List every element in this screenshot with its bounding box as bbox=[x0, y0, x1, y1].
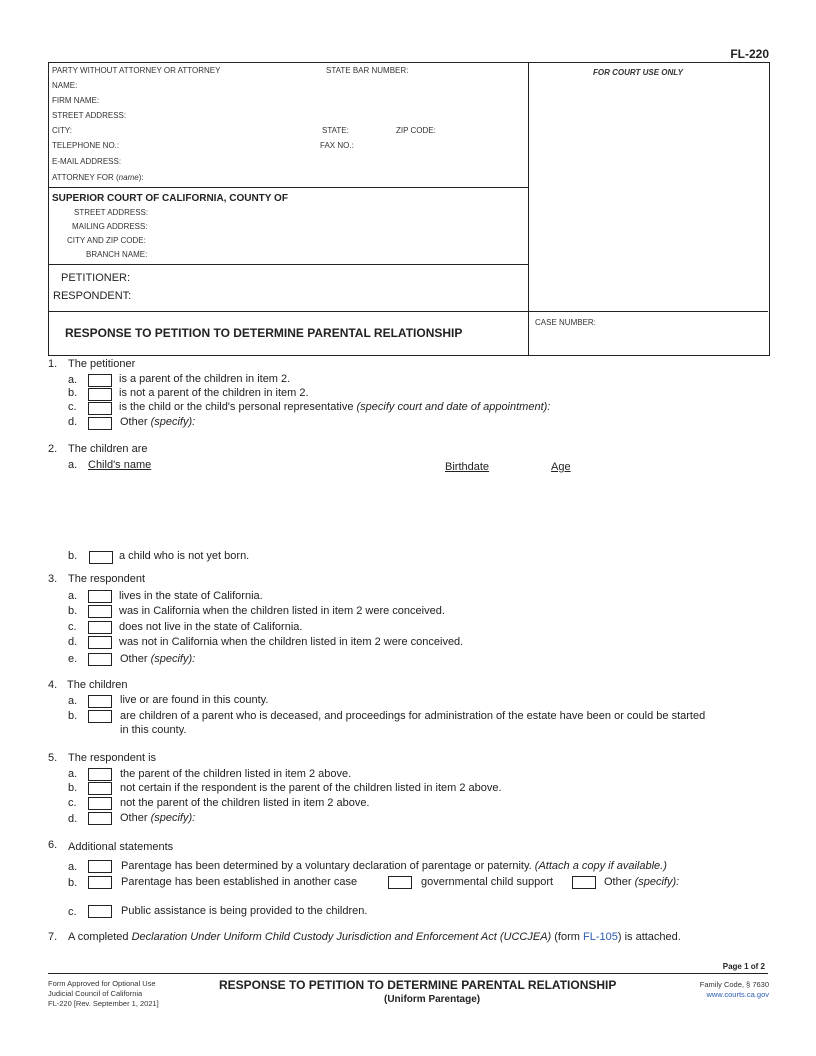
checkbox-3d[interactable] bbox=[88, 636, 112, 649]
court-use-label: FOR COURT USE ONLY bbox=[593, 68, 683, 77]
item-1-number: 1. bbox=[48, 358, 58, 370]
item-letter: a. bbox=[68, 590, 78, 602]
divider bbox=[48, 187, 528, 188]
item-2-label: The children are bbox=[68, 443, 148, 455]
item-letter: e. bbox=[68, 653, 78, 665]
item-2b-text: a child who is not yet born. bbox=[119, 550, 250, 562]
item-4-label: The children bbox=[67, 679, 128, 691]
item-4b-text-line2: in this county. bbox=[120, 724, 187, 736]
item-6c-text: Public assistance is being provided to the children. bbox=[121, 905, 368, 917]
item-letter: b. bbox=[68, 550, 78, 562]
item-6a-text: Parentage has been determined by a voluntary declaration of parentage or paternity. (Attach a copy if available.) bbox=[121, 860, 667, 872]
state-label: STATE: bbox=[322, 126, 349, 135]
fl-105-link[interactable]: FL-105 bbox=[583, 931, 618, 943]
item-letter: c. bbox=[68, 797, 77, 809]
item-letter: a. bbox=[68, 374, 78, 386]
item-letter: d. bbox=[68, 813, 78, 825]
item-7-number: 7. bbox=[48, 931, 58, 943]
item-5-number: 5. bbox=[48, 752, 58, 764]
age-header: Age bbox=[551, 461, 571, 473]
item-1b-text: is not a parent of the children in item 2. bbox=[119, 387, 309, 399]
item-4a-text: live or are found in this county. bbox=[120, 694, 269, 706]
petitioner-label: PETITIONER: bbox=[61, 272, 131, 284]
court-street-label: STREET ADDRESS: bbox=[74, 208, 149, 217]
item-1c-text: is the child or the child's personal representative (specify court and date of appointment): bbox=[119, 401, 551, 413]
party-label: PARTY WITHOUT ATTORNEY OR ATTORNEY bbox=[52, 66, 221, 75]
item-letter: a. bbox=[68, 695, 78, 707]
checkbox-1a[interactable] bbox=[88, 374, 112, 387]
item-4-number: 4. bbox=[48, 679, 58, 691]
item-2-number: 2. bbox=[48, 443, 58, 455]
zip-label: ZIP CODE: bbox=[396, 126, 436, 135]
checkbox-5b[interactable] bbox=[88, 782, 112, 795]
item-3b-text: was in California when the children listed in item 2 were conceived. bbox=[119, 605, 445, 617]
checkbox-5d[interactable] bbox=[88, 812, 112, 825]
item-3-number: 3. bbox=[48, 573, 58, 585]
item-letter: b. bbox=[68, 710, 78, 722]
court-city-label: CITY AND ZIP CODE: bbox=[67, 236, 146, 245]
item-6-number: 6. bbox=[48, 839, 58, 851]
email-label: E-MAIL ADDRESS: bbox=[52, 157, 122, 166]
item-5c-text: not the parent of the children listed in item 2 above. bbox=[120, 797, 370, 809]
bar-label: STATE BAR NUMBER: bbox=[326, 66, 409, 75]
item-letter: b. bbox=[68, 782, 78, 794]
footer-rule bbox=[48, 973, 768, 974]
checkbox-6a[interactable] bbox=[88, 860, 112, 873]
birthdate-header: Birthdate bbox=[445, 461, 490, 473]
court-branch-label: BRANCH NAME: bbox=[86, 250, 148, 259]
childs-name-header: Child's name bbox=[88, 459, 152, 471]
checkbox-3c[interactable] bbox=[88, 621, 112, 634]
item-7-text: A completed Declaration Under Uniform Child Custody Jurisdiction and Enforcement Act (UCCJEA) (form FL-105) is attached. bbox=[68, 931, 681, 943]
item-letter: a. bbox=[68, 861, 78, 873]
item-letter: c. bbox=[68, 401, 77, 413]
footer-code: Family Code, § 7630 bbox=[699, 980, 769, 989]
fax-label: FAX NO.: bbox=[320, 141, 354, 150]
item-3e-text: Other (specify): bbox=[120, 653, 196, 665]
item-letter: d. bbox=[68, 416, 78, 428]
item-letter: d. bbox=[68, 636, 78, 648]
item-letter: c. bbox=[68, 906, 77, 918]
checkbox-6b[interactable] bbox=[88, 876, 112, 889]
item-6-label: Additional statements bbox=[68, 841, 174, 853]
checkbox-4b[interactable] bbox=[88, 710, 112, 723]
item-6b-other-text: Other (specify): bbox=[604, 876, 680, 888]
case-number-label: CASE NUMBER: bbox=[535, 318, 596, 327]
checkbox-3a[interactable] bbox=[88, 590, 112, 603]
checkbox-3e[interactable] bbox=[88, 653, 112, 666]
form-title: RESPONSE TO PETITION TO DETERMINE PARENTAL RELATIONSHIP bbox=[65, 326, 463, 340]
item-letter: a. bbox=[68, 459, 78, 471]
item-5b-text: not certain if the respondent is the parent of the children listed in item 2 above. bbox=[120, 782, 502, 794]
attorney-for-label: ATTORNEY FOR (name): bbox=[52, 173, 144, 182]
item-letter: b. bbox=[68, 877, 78, 889]
checkbox-1b[interactable] bbox=[88, 388, 112, 401]
item-1-label: The petitioner bbox=[68, 358, 136, 370]
item-6b-text: Parentage has been established in another case bbox=[121, 876, 358, 888]
item-3a-text: lives in the state of California. bbox=[119, 590, 263, 602]
item-1d-text: Other (specify): bbox=[120, 416, 196, 428]
footer-title: RESPONSE TO PETITION TO DETERMINE PARENTAL RELATIONSHIP bbox=[219, 978, 617, 992]
court-label: SUPERIOR COURT OF CALIFORNIA, COUNTY OF bbox=[52, 193, 288, 204]
street-label: STREET ADDRESS: bbox=[52, 111, 127, 120]
item-3c-text: does not live in the state of California. bbox=[119, 621, 303, 633]
checkbox-6c[interactable] bbox=[88, 905, 112, 918]
item-5d-text: Other (specify): bbox=[120, 812, 196, 824]
item-letter: c. bbox=[68, 621, 77, 633]
item-letter: b. bbox=[68, 387, 78, 399]
item-letter: a. bbox=[68, 768, 78, 780]
checkbox-5c[interactable] bbox=[88, 797, 112, 810]
item-5-label: The respondent is bbox=[68, 752, 157, 764]
respondent-label: RESPONDENT: bbox=[53, 290, 132, 302]
checkbox-1c[interactable] bbox=[88, 402, 112, 415]
firm-label: FIRM NAME: bbox=[52, 96, 100, 105]
name-label: NAME: bbox=[52, 81, 78, 90]
checkbox-2b[interactable] bbox=[89, 551, 113, 564]
city-label: CITY: bbox=[52, 126, 73, 135]
item-4b-text-line1: are children of a parent who is deceased, and proceedings for administration of the estate have been or could be started bbox=[120, 710, 706, 722]
item-3d-text: was not in California when the children listed in item 2 were conceived. bbox=[119, 636, 464, 648]
footer-url[interactable]: www.courts.ca.gov bbox=[706, 990, 769, 999]
checkbox-1d[interactable] bbox=[88, 417, 112, 430]
page-number: Page 1 of 2 bbox=[722, 962, 765, 971]
checkbox-5a[interactable] bbox=[88, 768, 112, 781]
checkbox-6b-governmental[interactable] bbox=[388, 876, 412, 889]
footer-form-rev: FL-220 [Rev. September 1, 2021] bbox=[48, 999, 159, 1008]
divider bbox=[48, 311, 768, 312]
divider bbox=[48, 264, 528, 265]
item-letter: b. bbox=[68, 605, 78, 617]
item-5a-text: the parent of the children listed in item 2 above. bbox=[120, 768, 352, 780]
item-1a-text: is a parent of the children in item 2. bbox=[119, 373, 291, 385]
form-number: FL-220 bbox=[730, 47, 769, 61]
footer-council: Judicial Council of California bbox=[48, 989, 143, 998]
court-mailing-label: MAILING ADDRESS: bbox=[72, 222, 148, 231]
footer-subtitle: (Uniform Parentage) bbox=[384, 994, 481, 1005]
footer-approved: Form Approved for Optional Use bbox=[48, 979, 156, 988]
tel-label: TELEPHONE NO.: bbox=[52, 141, 120, 150]
item-6b-governmental-text: governmental child support bbox=[421, 876, 554, 888]
item-3-label: The respondent bbox=[68, 573, 146, 585]
checkbox-6b-other[interactable] bbox=[572, 876, 596, 889]
checkbox-4a[interactable] bbox=[88, 695, 112, 708]
checkbox-3b[interactable] bbox=[88, 605, 112, 618]
